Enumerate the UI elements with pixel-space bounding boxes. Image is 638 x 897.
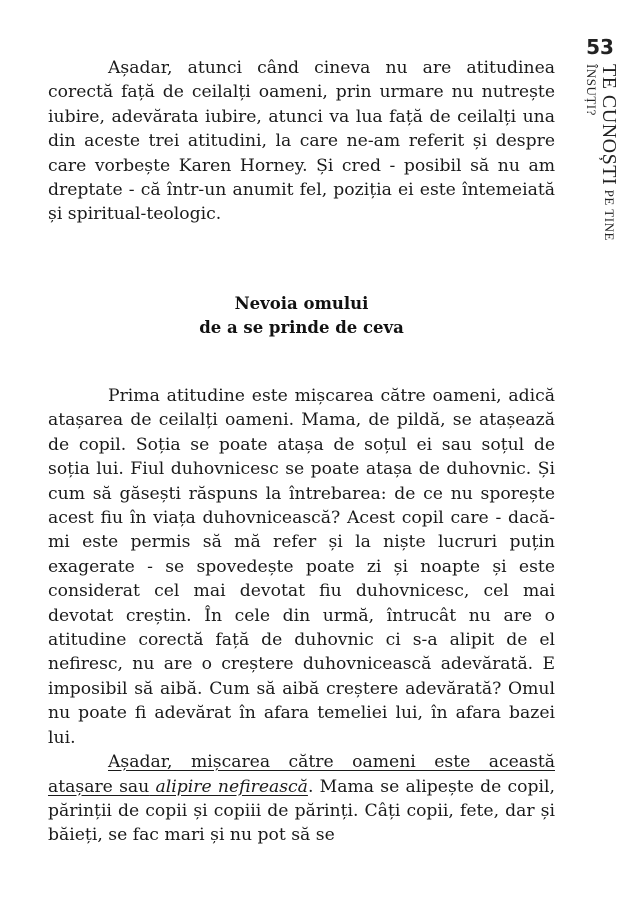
section-heading bbox=[48, 292, 555, 340]
running-title bbox=[586, 64, 618, 264]
intro-paragraph: Așadar, atunci când cineva nu are atitudinea corectă față de ceilalți oameni, prin urmare nu nutrește iubire, adevărata iubire, atunci va lua față de ceilalți una din aceste trei atitudini, la care ne-am referit și despre care vorbește Karen Horney. Și cred - posibil să nu am dreptate - că într-un anumit fel, poziția ei este întemeiată și spiritual-teologic. bbox=[48, 58, 555, 225]
body-text-block bbox=[48, 384, 555, 848]
page-number: 53 bbox=[586, 35, 614, 59]
underlined-text: Așadar, mișcarea către oameni este această atașare sau bbox=[48, 752, 555, 797]
running-title-sub: PE TINE ÎNSUȚI? bbox=[584, 64, 617, 241]
running-title-main: TE CUNOȘTI bbox=[598, 64, 620, 186]
section-heading-line-1: Nevoia omului bbox=[234, 294, 369, 313]
side-header bbox=[580, 36, 620, 296]
body-paragraph: Prima atitudine este mișcarea către oameni, adică atașarea de ceilalți oameni. Mama, de pildă, se atașează de copil. Soția se poate atașa de soțul ei sau soțul de soția lui. Fiul duhovnicesc se poate atașa de duhovnic. Și cum să găsești răspuns la întrebarea: de ce nu sporește acest fiu în viața duhovnicească? Acest copil care - dacă-mi este permis să mă refer și la niște lucruri puțin exagerate - se spovedește poate zi și noapte și este considerat cel mai devotat fiu duhovnicesc, cel mai devotat creștin. În cele din urmă, întrucât nu are o atitudine corectă față de duhovnic ci s-a alipit de el nefiresc, nu are o creștere duhovnicească adevărată. E imposibil să aibă. Cum să aibă creștere adevărată? Omul nu poate fi adevărat în afara temeliei lui, în afara bazei lui. bbox=[48, 386, 555, 748]
emphasized-phrase: alipire nefirească bbox=[155, 776, 308, 797]
last-paragraph-rest: . Mama se alipește de copil, părinții de copii și copiii de părinți. Câți copii, fete, dar și băieți, se fac mari și nu pot să se bbox=[48, 776, 555, 846]
section-heading-line-2: de a se prinde de ceva bbox=[199, 318, 404, 337]
intro-text-block bbox=[48, 56, 555, 227]
last-paragraph bbox=[48, 750, 555, 848]
